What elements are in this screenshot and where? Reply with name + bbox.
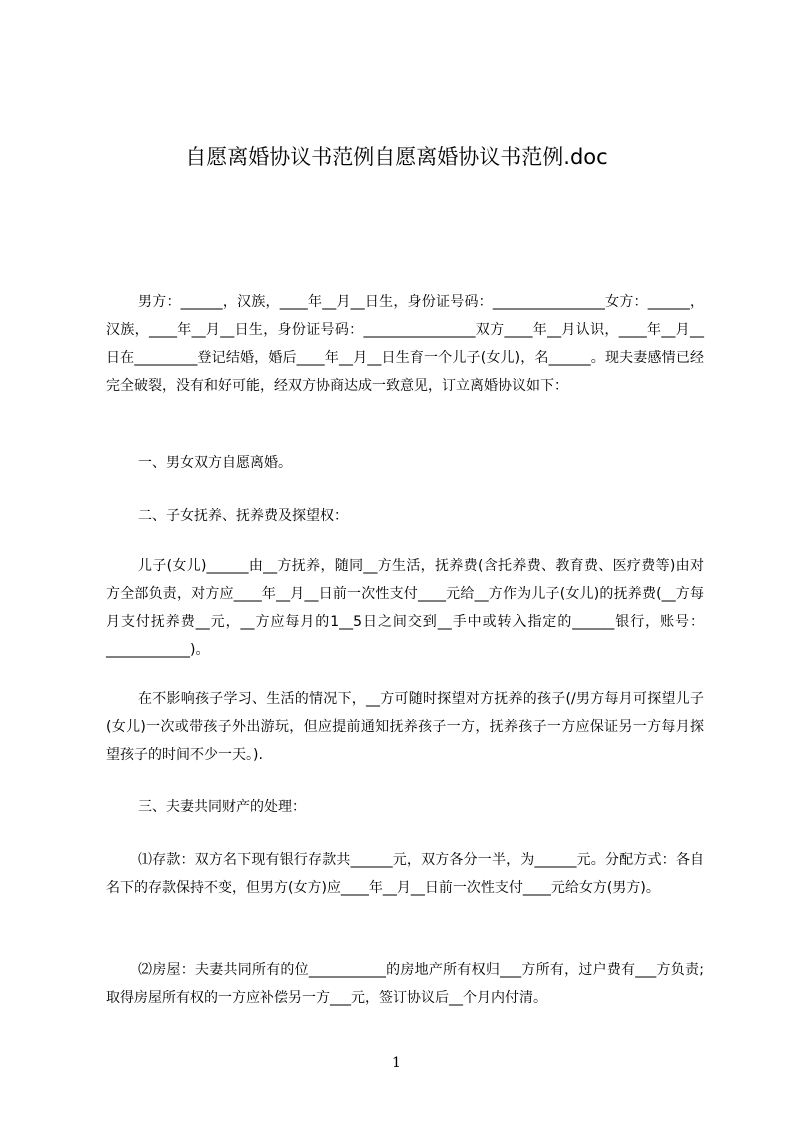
section-heading-2: 二、子女抚养、抚养费及探望权： [138, 508, 348, 524]
paragraph-visitation: 在不影响孩子学习、生活的情况下，__方可随时探望对方抚养的孩子(/男方每月可探望儿子(女儿)一次或带孩子外出游玩，但应提前通知抚养孩子一方，抚养孩子一方应保证另一方每月探望孩子的时间不少一天。). [106, 691, 704, 763]
paragraph-house: ⑵房屋：夫妻共同所有的位___________的房地产所有权归___方所有，过户费有___方负责;取得房屋所有权的一方应补偿另一方___元，签订协议后__个月内付清。 [106, 962, 704, 1006]
paragraph-parties: 男方：______，汉族，____年__月__日生，身份证号码：________________女方：______，汉族，____年__月__日生，身份证号码：________________双方____年__月认识，____年__月__日在_________登记结婚，婚后____年__月__日生育一个儿子(女儿)，名______。现夫妻感情已经完全破裂，没有和好可能，经双方协商达成一致意见，订立离婚协议如下： [106, 294, 704, 394]
section-heading-3: 三、夫妻共同财产的处理： [138, 799, 306, 815]
paragraph-child-support: 儿子(女儿)______由__方抚养，随同__方生活，抚养费(含托养费、教育费、医疗费等)由对方全部负责，对方应____年__月__日前一次性支付____元给__方作为儿子(女儿)的抚养费(__方每月支付抚养费__元，__方应每月的1__5日之间交到__手中或转入指定的______银行，账号：____________)。 [106, 558, 704, 658]
section-heading-1: 一、男女双方自愿离婚。 [138, 455, 292, 471]
document-title: 自愿离婚协议书范例自愿离婚协议书范例.doc [185, 145, 608, 169]
page-number: 1 [392, 1055, 401, 1071]
paragraph-savings: ⑴存款：双方名下现有银行存款共______元，双方各分一半，为______元。分配方式：各自名下的存款保持不变，但男方(女方)应____年__月__日前一次性支付____元给女方(男方)。 [106, 852, 704, 896]
